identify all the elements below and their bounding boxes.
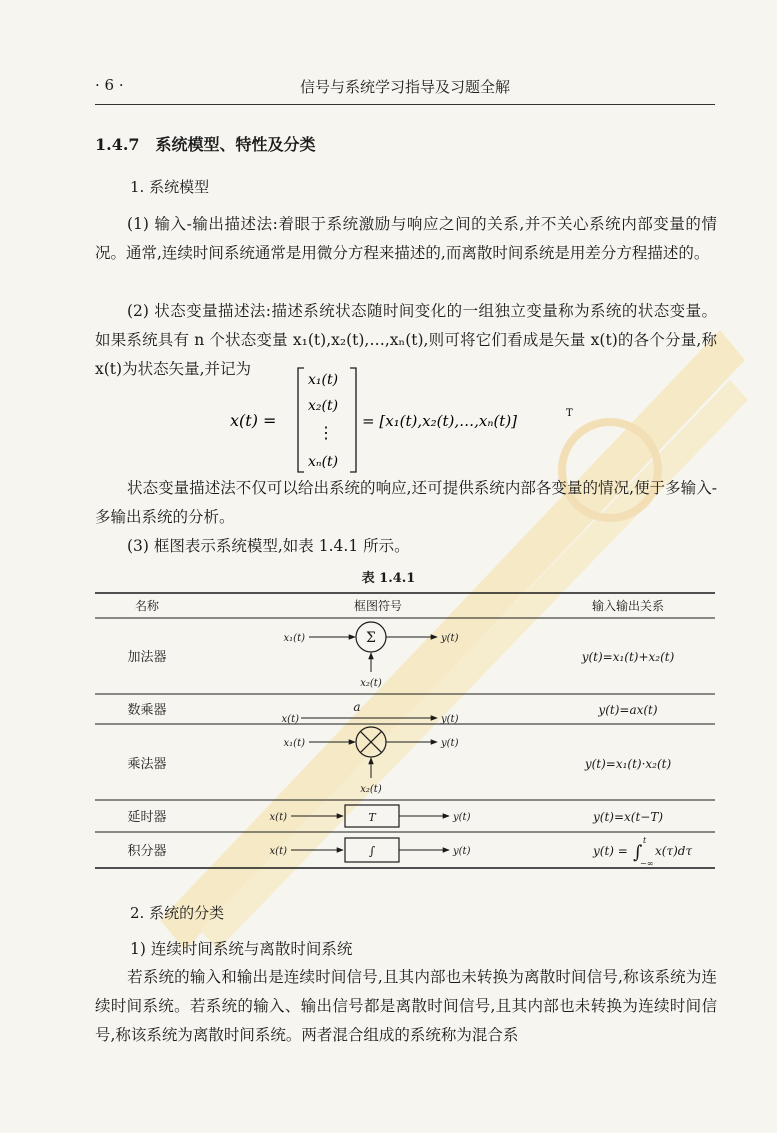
input-label: x(t) — [281, 714, 299, 725]
equation-graphic — [230, 364, 650, 476]
vector-entry: ⋮ — [318, 423, 334, 442]
paragraph-text: 若系统的输入和输出是连续时间信号,且其内部也未转换为离散时间信号,称该系统为连续时间系统。若系统的输入、输出信号都是离散时间信号,且其内部也未转换为连续时间信号,称该系统为离散时间系统。两者混合组成的系统称为混合系 — [95, 968, 717, 1044]
block-label: ∫ — [368, 844, 376, 858]
relation: y(t)=x₁(t)+x₂(t) — [581, 650, 675, 664]
subsection-classification: 2. 系统的分类 — [130, 904, 225, 922]
relation-lhs: y(t) = — [593, 844, 628, 858]
state-vector-equation — [230, 364, 650, 476]
book-title: 信号与系统学习指导及习题全解 — [299, 78, 510, 96]
relation: y(t)=x(t−T) — [592, 810, 664, 824]
input-label: x(t) — [269, 846, 287, 857]
relation: y(t)=x₁(t)·x₂(t) — [584, 757, 672, 771]
row-name: 延时器 — [127, 810, 167, 825]
gain-label: a — [353, 700, 361, 714]
table-caption: 表 1.4.1 — [361, 571, 416, 586]
paragraph-text: 状态变量描述法不仅可以给出系统的响应,还可提供系统内部各变量的情况,便于多输入-多输出系统的分析。 — [95, 479, 717, 526]
right-bracket — [350, 368, 356, 472]
table-row-delay — [127, 805, 663, 827]
paragraph-block-diagram — [95, 532, 717, 561]
equation-rhs: = [x₁(t),x₂(t),…,xₙ(t)] — [362, 412, 518, 430]
vector-entry: x₁(t) — [308, 372, 339, 388]
table-row-multiplier — [127, 727, 671, 795]
row-name: 加法器 — [127, 650, 167, 665]
paragraph-continuous-discrete — [95, 963, 717, 1050]
row-name: 积分器 — [127, 844, 167, 859]
input-label: x₂(t) — [360, 678, 382, 689]
header-symbol: 框图符号 — [353, 599, 403, 613]
running-header — [95, 74, 715, 100]
section-title: 1.4.7 系统模型、特性及分类 — [95, 135, 316, 154]
output-label: y(t) — [441, 714, 459, 725]
sigma-symbol: Σ — [366, 630, 376, 646]
output-label: y(t) — [441, 633, 459, 644]
table-row-scaler — [127, 700, 657, 725]
vector-entry: xₙ(t) — [308, 454, 339, 470]
input-label: x(t) — [269, 812, 287, 823]
header-relation: 输入输出关系 — [591, 599, 665, 613]
integral-upper: t — [643, 836, 647, 845]
row-name: 数乘器 — [127, 703, 167, 718]
paragraph-io-description — [95, 210, 717, 268]
block-diagram-table — [95, 590, 715, 872]
paragraph-text: (1) 输入-输出描述法:着眼于系统激励与响应之间的关系,并不关心系统内部变量的情况。通常,连续时间系统通常是用微分方程来描述的,而离散时间系统是用差分方程描述的。 — [95, 215, 717, 262]
input-label: x₁(t) — [283, 633, 305, 644]
relation-rhs: x(τ)dτ — [655, 844, 693, 858]
header-name: 名称 — [134, 599, 160, 613]
integral-lower: −∞ — [640, 859, 654, 868]
page-number: · 6 · — [95, 76, 124, 94]
subsubsection-continuous-discrete: 1) 连续时间系统与离散时间系统 — [130, 940, 353, 958]
relation: y(t)=ax(t) — [598, 703, 658, 717]
subsection-system-model: 1. 系统模型 — [130, 178, 210, 196]
header-rule — [95, 104, 715, 105]
output-label: y(t) — [453, 846, 471, 857]
paragraph-state-advantage — [95, 474, 717, 532]
transpose-sup: T — [566, 408, 573, 419]
output-label: y(t) — [453, 812, 471, 823]
table-row-adder — [127, 622, 674, 689]
input-label: x₂(t) — [360, 784, 382, 795]
table-row-integrator — [127, 836, 692, 868]
output-label: y(t) — [441, 738, 459, 749]
vector-entry: x₂(t) — [308, 398, 339, 414]
row-name: 乘法器 — [127, 757, 167, 772]
input-label: x₁(t) — [283, 738, 305, 749]
paragraph-text: (3) 框图表示系统模型,如表 1.4.1 所示。 — [127, 537, 410, 555]
block-label: T — [368, 811, 376, 824]
paragraph-text: (2) 状态变量描述法:描述系统状态随时间变化的一组独立变量称为系统的状态变量。如果系统具有 n 个状态变量 x₁(t),x₂(t),…,xₙ(t),则可将它们看成是矢量 x(t)的各个分量,称 x(t)为状态矢量,并记为 — [95, 302, 717, 378]
integral-sign: ∫ — [633, 842, 643, 863]
left-bracket — [298, 368, 304, 472]
equation-lhs: x(t) = — [230, 411, 277, 430]
